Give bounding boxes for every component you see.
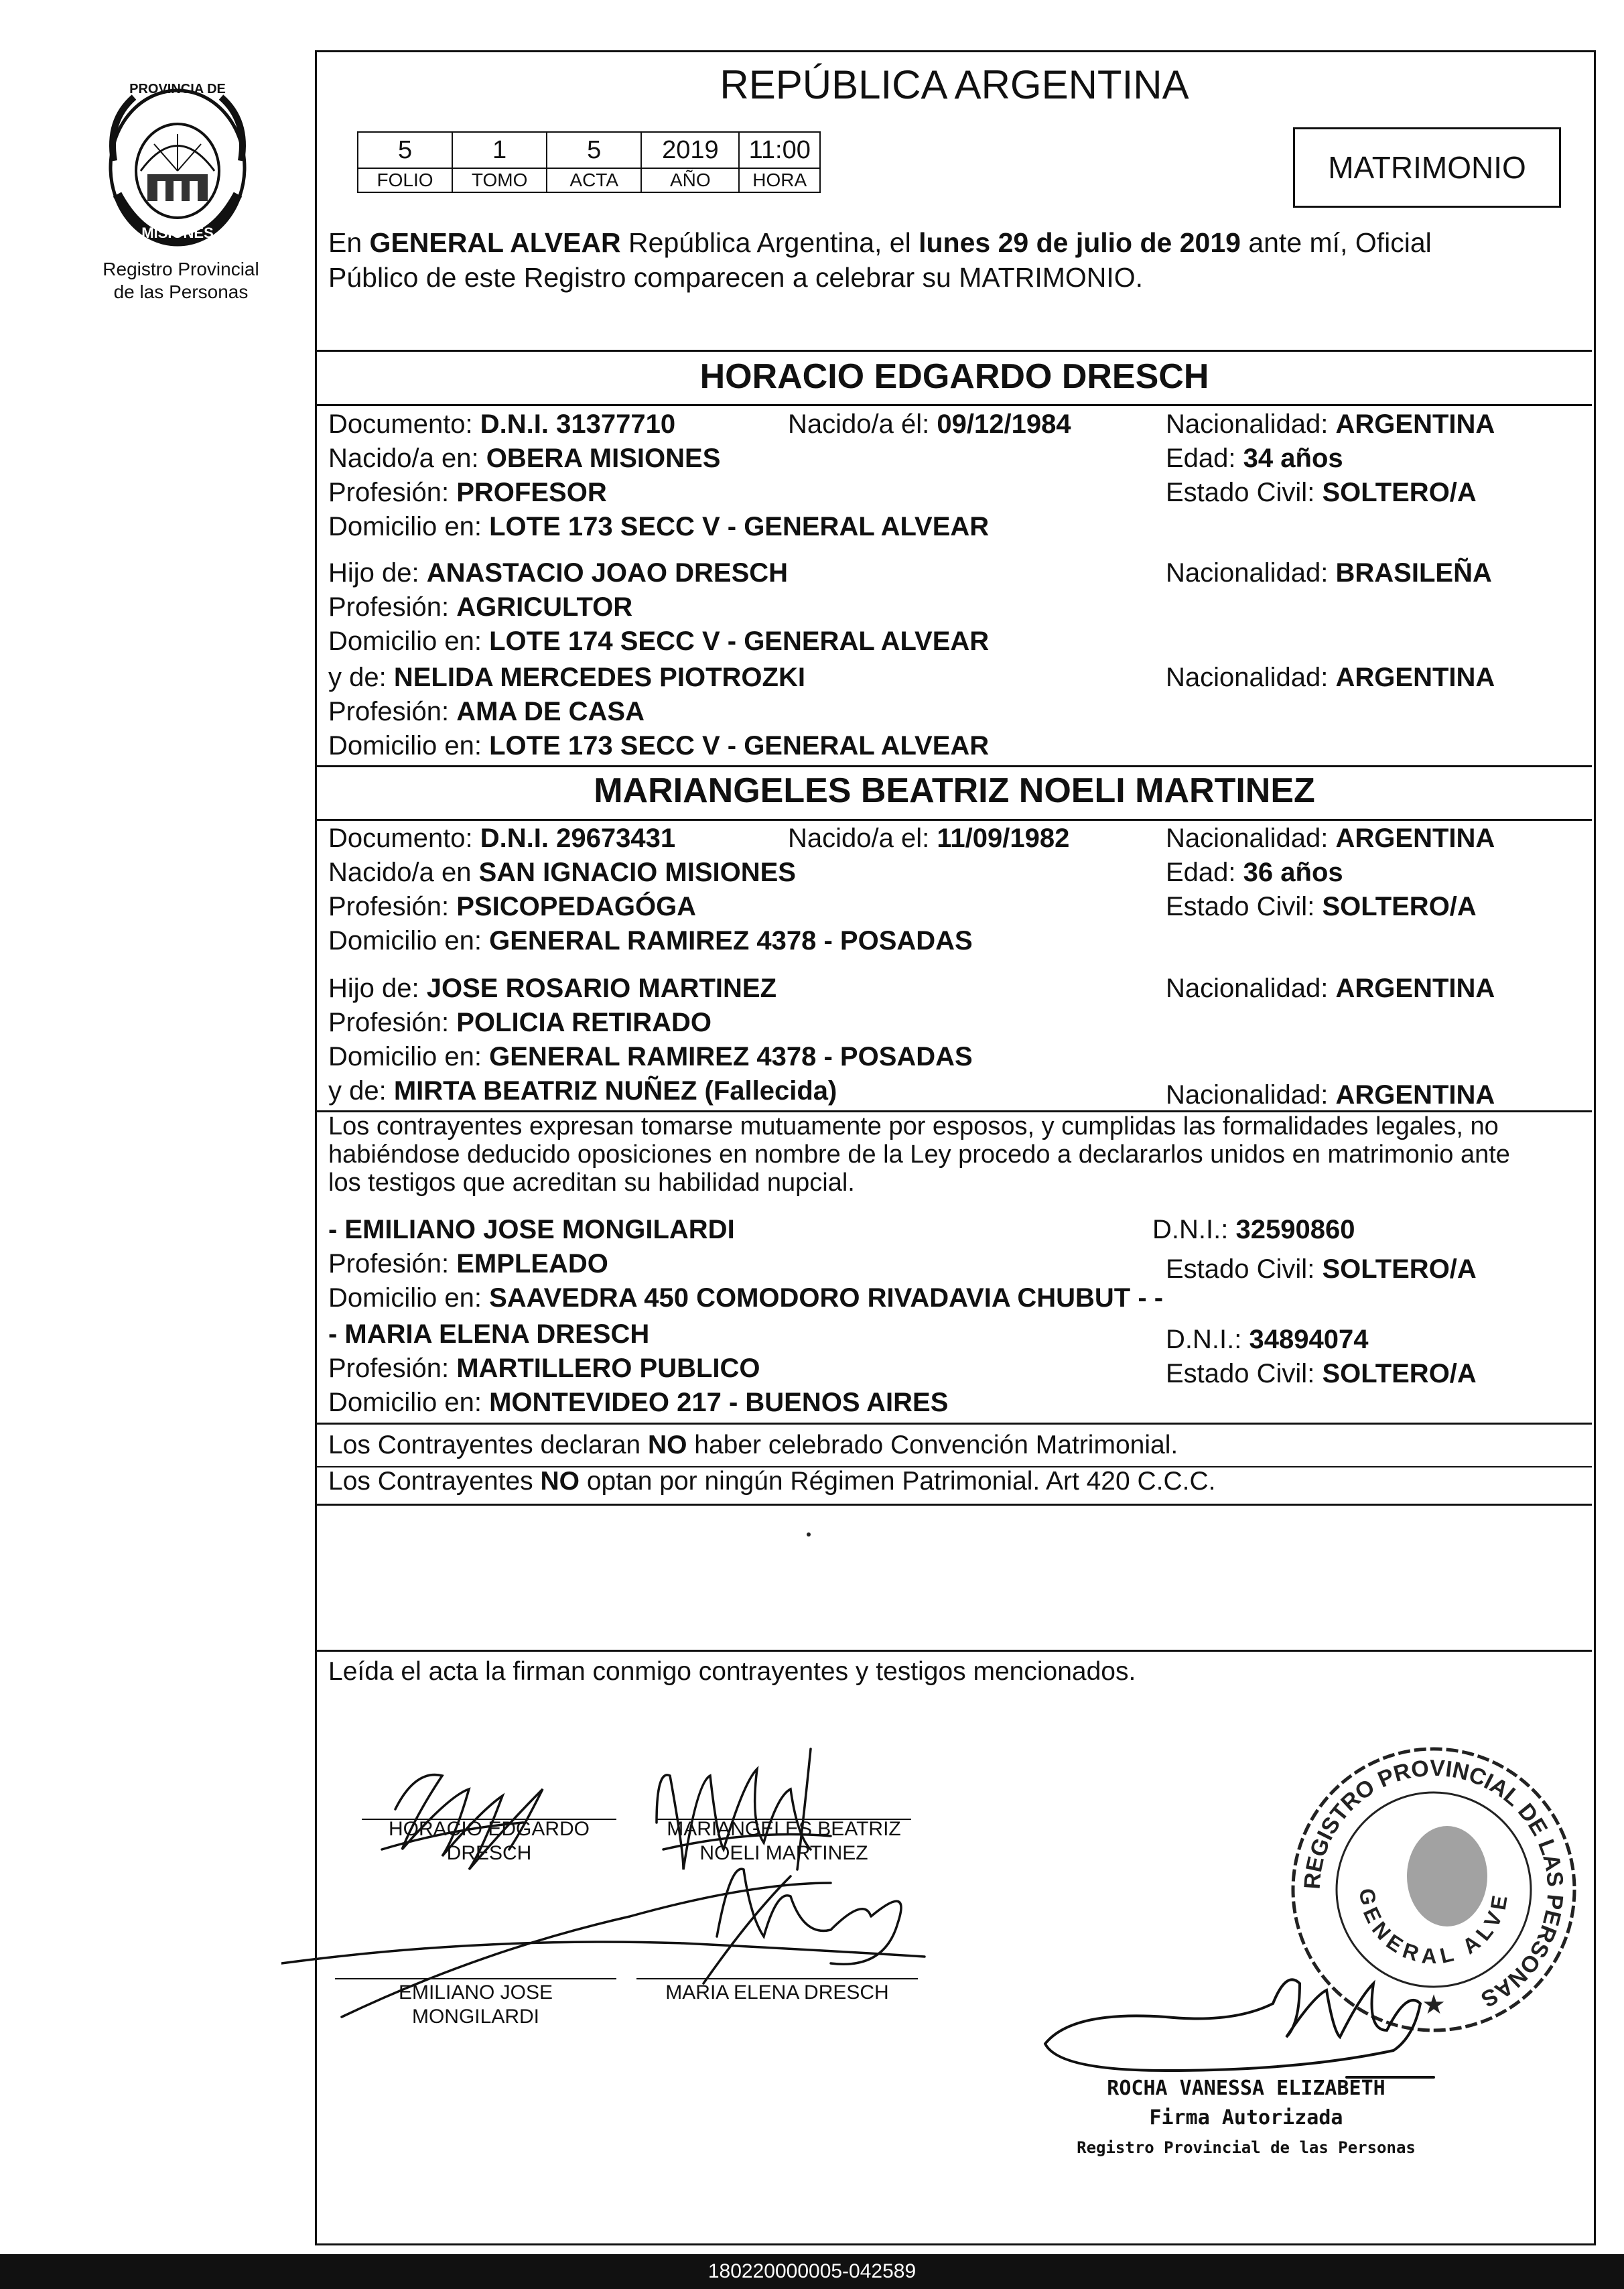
- groom-mother-label: y de:: [328, 663, 387, 692]
- witness1-dom-label: Domicilio en:: [328, 1283, 482, 1313]
- bride-age-value: 36 años: [1243, 858, 1343, 887]
- witness1-row-2: [328, 1247, 1588, 1282]
- stray-mark: [807, 1532, 811, 1536]
- intro-p2: República Argentina, el: [620, 227, 919, 258]
- groom-father-dom-label: Domicilio en:: [328, 627, 482, 656]
- groom-sig-l1: HORACIO EDGARDO: [388, 1818, 590, 1840]
- bride-birthplace-label: Nacido/a en: [328, 858, 472, 887]
- logo-caption-line1: Registro Provincial: [103, 259, 259, 279]
- groom-row-8: [328, 661, 1588, 696]
- intro-line1: [328, 226, 1432, 259]
- acta-value: 5: [547, 132, 641, 168]
- witness2-name: - MARIA ELENA DRESCH: [328, 1319, 650, 1349]
- groom-doc-value: D.N.I. 31377710: [480, 409, 676, 439]
- groom-row-10: [328, 729, 1588, 764]
- witness2-dni-value: 34894074: [1249, 1325, 1369, 1354]
- witness2-row-3: [328, 1386, 1588, 1421]
- groom-row-7: [328, 625, 1588, 659]
- witness1-civil-label: Estado Civil:: [1166, 1254, 1315, 1284]
- groom-civil-label: Estado Civil:: [1166, 478, 1315, 507]
- witness2-dom-value: MONTEVIDEO 217 - BUENOS AIRES: [489, 1388, 949, 1417]
- groom-mother-dom-label: Domicilio en:: [328, 731, 482, 761]
- groom-father-prof-label: Profesión:: [328, 592, 450, 622]
- groom-row-4: [328, 510, 1588, 545]
- groom-name: HORACIO EDGARDO DRESCH: [699, 357, 1209, 396]
- groom-mother-nat-value: ARGENTINA: [1335, 663, 1495, 692]
- witness1-name: - EMILIANO JOSE MONGILARDI: [328, 1215, 735, 1244]
- witness2-dni-label: D.N.I.:: [1166, 1325, 1242, 1354]
- w1-sig-label: [335, 1981, 616, 2029]
- declaration-line1: Los contrayentes expresan tomarse mutuamente por esposos, y cumplidas las formalidades legales, no: [328, 1112, 1499, 1140]
- folio-label: FOLIO: [358, 168, 452, 192]
- logo: [100, 80, 255, 255]
- witness2-prof-value: MARTILLERO PUBLICO: [456, 1354, 760, 1383]
- logo-caption-line2: de las Personas: [113, 281, 249, 302]
- stamp-inner-text: GENERAL ALVE: [1354, 1886, 1513, 1969]
- groom-father-dom-value: LOTE 174 SECC V - GENERAL ALVEAR: [489, 627, 990, 656]
- bride-dom-value: GENERAL RAMIREZ 4378 - POSADAS: [489, 926, 973, 956]
- bride-row-8: [328, 1074, 1588, 1109]
- witness1-prof-label: Profesión:: [328, 1249, 450, 1279]
- bride-civil-label: Estado Civil:: [1166, 892, 1315, 921]
- witness1-dom-value: SAAVEDRA 450 COMODORO RIVADAVIA CHUBUT - -: [489, 1283, 1164, 1313]
- bride-nat-value: ARGENTINA: [1335, 824, 1495, 853]
- witness2-row-1: [328, 1317, 1588, 1352]
- w1-sig-l1: EMILIANO JOSE: [398, 1981, 553, 2004]
- w2-sig-label: [636, 1981, 918, 2005]
- groom-doc-label: Documento:: [328, 409, 473, 439]
- witness2-civil-value: SOLTERO/A: [1322, 1359, 1477, 1388]
- groom-birthplace-label: Nacido/a en:: [328, 444, 479, 473]
- groom-father-label: Hijo de:: [328, 558, 419, 588]
- bride-row-4: [328, 924, 1588, 959]
- anio-label: AÑO: [641, 168, 739, 192]
- groom-mother-prof-value: AMA DE CASA: [456, 697, 645, 726]
- witness1-dni-value: 32590860: [1235, 1215, 1355, 1244]
- convention-l2b: NO: [540, 1467, 580, 1496]
- bride-sig-l2: NOELI MARTINEZ: [699, 1842, 868, 1864]
- groom-prof-label: Profesión:: [328, 478, 450, 507]
- bride-born-label: Nacido/a el:: [788, 824, 930, 853]
- bride-mother-nat-value: ARGENTINA: [1335, 1080, 1495, 1110]
- convention-l2a: Los Contrayentes: [328, 1467, 541, 1496]
- bride-father-nat-label: Nacionalidad:: [1166, 974, 1329, 1003]
- groom-father-prof-value: AGRICULTOR: [456, 592, 633, 622]
- bride-row-5: [328, 972, 1588, 1006]
- doc-type-box: MATRIMONIO: [1293, 127, 1561, 208]
- groom-row-2: [328, 442, 1588, 476]
- witness2-civil-label: Estado Civil:: [1166, 1359, 1315, 1388]
- bride-doc-label: Documento:: [328, 824, 473, 853]
- hora-value: 11:00: [739, 132, 820, 168]
- bride-row-1: [328, 822, 1588, 856]
- bride-father-value: JOSE ROSARIO MARTINEZ: [426, 974, 777, 1003]
- bride-nat-label: Nacionalidad:: [1166, 824, 1329, 853]
- groom-age-label: Edad:: [1166, 444, 1236, 473]
- witness2-dom-label: Domicilio en:: [328, 1388, 482, 1417]
- groom-father-nat-value: BRASILEÑA: [1335, 558, 1492, 588]
- bride-row-6: [328, 1006, 1588, 1041]
- official-name: ROCHA VANESSA ELIZABETH: [1107, 2077, 1385, 2100]
- bride-age-label: Edad:: [1166, 858, 1236, 887]
- bride-prof-value: PSICOPEDAGÓGA: [456, 892, 697, 921]
- groom-row-3: [328, 476, 1588, 511]
- witness1-dni-label: D.N.I.:: [1152, 1215, 1229, 1244]
- bride-sig-l1: MARIANGELES BEATRIZ: [667, 1818, 901, 1840]
- groom-civil-value: SOLTERO/A: [1322, 478, 1477, 507]
- official-block: [1065, 2074, 1427, 2162]
- groom-nat-label: Nacionalidad:: [1166, 409, 1329, 439]
- convention-l2c: optan por ningún Régimen Patrimonial. Art 420 C.C.C.: [580, 1467, 1216, 1496]
- w1-sig-line: [335, 1978, 616, 1979]
- witness1-civil-value: SOLTERO/A: [1322, 1254, 1477, 1284]
- logo-text-bottom: MISIONES: [141, 224, 214, 241]
- groom-row-1: [328, 407, 1588, 442]
- groom-mother-value: NELIDA MERCEDES PIOTROZKI: [393, 663, 805, 692]
- bride-row-3: [328, 890, 1588, 925]
- groom-mother-dom-value: LOTE 173 SECC V - GENERAL ALVEAR: [489, 731, 990, 761]
- bride-mother-label: y de:: [328, 1076, 387, 1106]
- intro-date: lunes 29 de julio de 2019: [919, 227, 1241, 258]
- bride-doc-value: D.N.I. 29673431: [480, 824, 676, 853]
- groom-nat-value: ARGENTINA: [1335, 409, 1495, 439]
- registry-box: [357, 131, 821, 193]
- bride-dom-label: Domicilio en:: [328, 926, 482, 956]
- bride-mother-nat-label: Nacionalidad:: [1166, 1080, 1329, 1110]
- witness1-row-1: [328, 1213, 1588, 1248]
- groom-born-value: 09/12/1984: [937, 409, 1071, 439]
- declaration-line3: los testigos que acreditan su habilidad nupcial.: [328, 1169, 855, 1197]
- footer-code: 180220000005-042589: [0, 2254, 1624, 2289]
- declaration-line2: habiéndose deducido oposiciones en nombre de la Ley procedo a declararlos unidos en matrimonio ante: [328, 1140, 1510, 1169]
- hora-label: HORA: [739, 168, 820, 192]
- w2-sig-l1: MARIA ELENA DRESCH: [665, 1981, 889, 2004]
- stamp-outer-text: REGISTRO PROVINCIAL DE LAS PERSONAS: [1299, 1755, 1568, 2012]
- bride-father-label: Hijo de:: [328, 974, 419, 1003]
- intro-p3: ante mí, Oficial: [1240, 227, 1432, 258]
- groom-mother-nat-label: Nacionalidad:: [1166, 663, 1329, 692]
- convention-l1c: haber celebrado Convención Matrimonial.: [687, 1431, 1178, 1459]
- witness1-prof-value: EMPLEADO: [456, 1249, 608, 1279]
- official-org: Registro Provincial de las Personas: [1077, 2138, 1416, 2157]
- convention-line2: [328, 1465, 1216, 1498]
- logo-text-top: PROVINCIA DE: [129, 82, 226, 96]
- groom-row-6: [328, 590, 1588, 625]
- witness1-row-3: [328, 1281, 1588, 1316]
- groom-birthplace-value: OBERA MISIONES: [486, 444, 721, 473]
- groom-age-value: 34 años: [1243, 444, 1343, 473]
- svg-text:★: ★: [1422, 1990, 1446, 2020]
- bride-father-prof-value: POLICIA RETIRADO: [456, 1008, 712, 1037]
- bride-birthplace-value: SAN IGNACIO MISIONES: [478, 858, 796, 887]
- w1-sig-l2: MONGILARDI: [411, 2006, 540, 2028]
- intro-p1: En: [328, 227, 370, 258]
- groom-mother-prof-label: Profesión:: [328, 697, 450, 726]
- bride-born-value: 11/09/1982: [937, 824, 1070, 853]
- groom-prof-value: PROFESOR: [456, 478, 607, 507]
- bride-father-prof-label: Profesión:: [328, 1008, 450, 1037]
- groom-row-9: [328, 695, 1588, 730]
- witness2-prof-label: Profesión:: [328, 1354, 450, 1383]
- bride-row-7: [328, 1040, 1588, 1075]
- closing-text: Leída el acta la firman conmigo contrayentes y testigos mencionados.: [328, 1657, 1136, 1686]
- anio-value: 2019: [641, 132, 739, 168]
- intro-line2: Público de este Registro comparecen a celebrar su MATRIMONIO.: [328, 262, 1144, 293]
- groom-dom-value: LOTE 173 SECC V - GENERAL ALVEAR: [489, 512, 990, 541]
- bride-prof-label: Profesión:: [328, 892, 450, 921]
- w2-sig-line: [636, 1978, 918, 1979]
- convention-l1b: NO: [647, 1431, 687, 1459]
- bride-civil-value: SOLTERO/A: [1322, 892, 1477, 921]
- bride-father-dom-label: Domicilio en:: [328, 1042, 482, 1071]
- groom-father-value: ANASTACIO JOAO DRESCH: [426, 558, 789, 588]
- convention-line1: [328, 1429, 1178, 1462]
- acta-label: ACTA: [547, 168, 641, 192]
- bride-father-nat-value: ARGENTINA: [1335, 974, 1495, 1003]
- country-title: REPÚBLICA ARGENTINA: [720, 62, 1189, 107]
- groom-dom-label: Domicilio en:: [328, 512, 482, 541]
- intro-place: GENERAL ALVEAR: [369, 227, 621, 258]
- groom-born-label: Nacido/a él:: [788, 409, 930, 439]
- bride-name: MARIANGELES BEATRIZ NOELI MARTINEZ: [594, 771, 1315, 810]
- tomo-label: TOMO: [452, 168, 547, 192]
- bride-father-dom-value: GENERAL RAMIREZ 4378 - POSADAS: [489, 1042, 973, 1071]
- bride-sig-label: [657, 1817, 911, 1866]
- groom-father-nat-label: Nacionalidad:: [1166, 558, 1329, 588]
- groom-sig-l2: DRESCH: [446, 1842, 532, 1864]
- bride-mother-value: MIRTA BEATRIZ NUÑEZ (Fallecida): [393, 1076, 837, 1106]
- logo-caption: [80, 258, 281, 304]
- groom-sig-label: [362, 1817, 616, 1866]
- groom-row-5: [328, 556, 1588, 591]
- folio-value: 5: [358, 132, 452, 168]
- official-role: Firma Autorizada: [1149, 2106, 1343, 2130]
- witness2-row-2: [328, 1352, 1588, 1386]
- convention-l1a: Los Contrayentes declaran: [328, 1431, 648, 1459]
- bride-row-2: [328, 856, 1588, 891]
- tomo-value: 1: [452, 132, 547, 168]
